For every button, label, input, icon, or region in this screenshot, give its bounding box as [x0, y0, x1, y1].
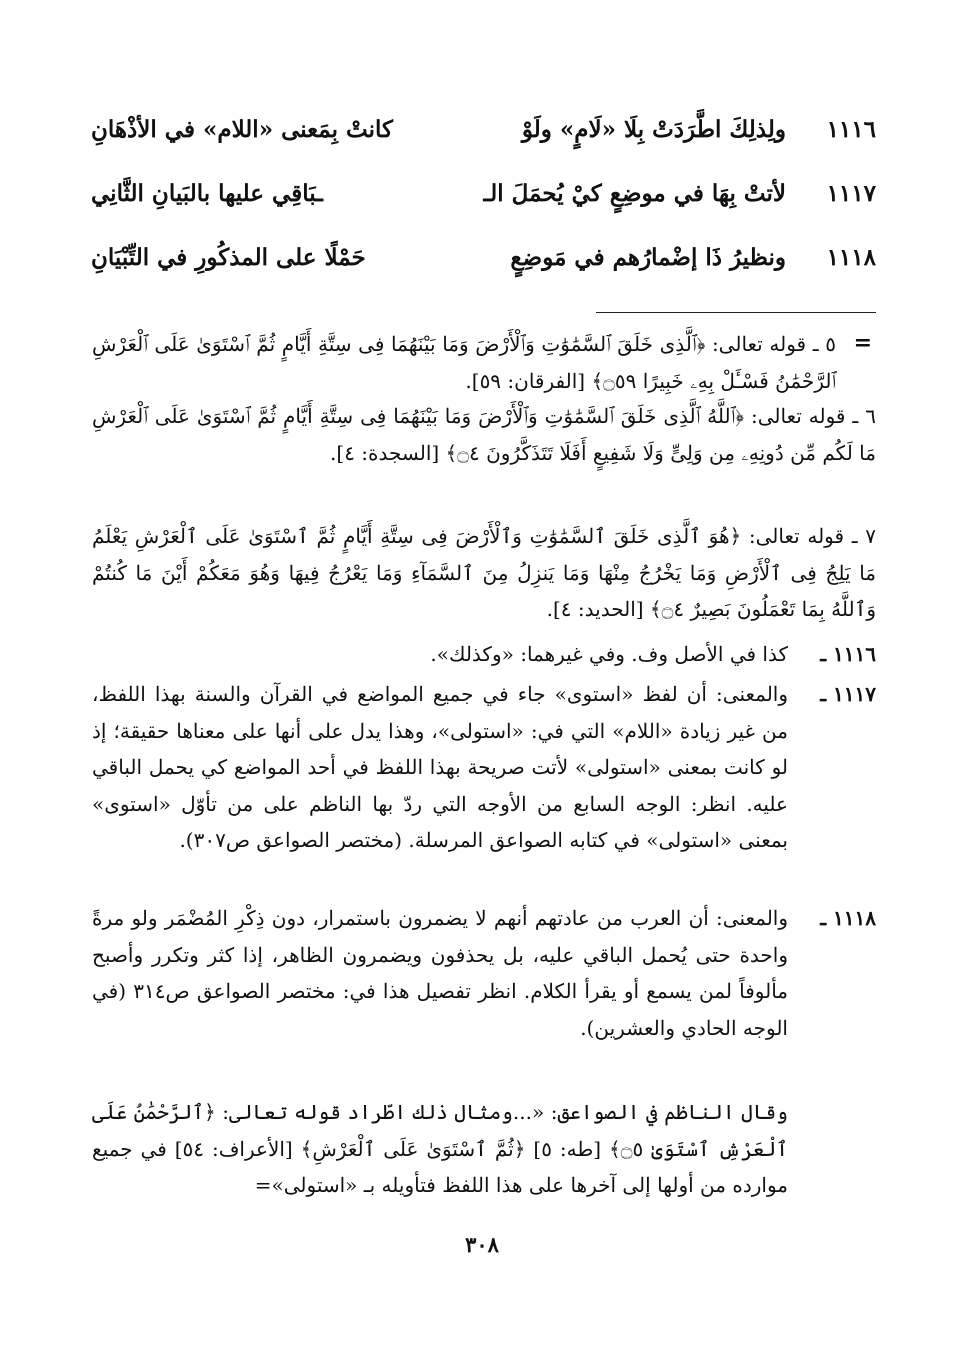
verse-second-hemistich: كانتْ بِمَعنى «اللام» في الأذْهَانِ: [91, 116, 393, 143]
verse-second-hemistich: ـبَاقِي عليها بالبَيانِ الثَّانِي: [91, 180, 323, 207]
footnote-1118-continuation: [92, 1094, 788, 1204]
footnote-item-7: [92, 518, 876, 628]
verse-1117: [91, 164, 876, 224]
footnote-text: ٥ ـ قوله تعالى: ﴿ٱلَّذِى خَلَقَ ٱلسَّمَٰوَٰتِ وَٱلْأَرْضَ وَمَا بَيْنَهُمَا فِى سِتَّةِ أَيَّامٍ ثُمَّ ٱسْتَوَىٰ عَلَى ٱلْعَرْشِ ٱلرَّحْمَٰنُ فَسْـَٔلْ بِهِۦ خَبِيرًا ۝٥٩﴾ [الفرقان: ٥٩].: [92, 332, 836, 393]
verse-first-hemistich: لأتتْ بِهَا في موضِعٍ كيْ يُحمَلَ الـ: [483, 180, 786, 207]
footnote-1116: [92, 636, 876, 673]
footnote-text: كذا في الأصل وف. وفي غيرهما: «وكذلك».: [430, 642, 788, 666]
footnote-divider: [596, 312, 876, 313]
footnote-text: وقال الناظم في الصواعق: «...ومثال ذلك اطّراد قوله تعالى: ﴿ٱلرَّحْمَٰنُ عَلَى ٱلْعَرْشِ ٱسْتَوَىٰ ۝٥﴾ [طه: ٥] ﴿ثُمَّ ٱسْتَوَىٰ عَلَى ٱلْعَرْشِ﴾ [الأعراف: ٥٤] في جميع موارده من أولها إلى آخرها على هذا اللفظ فتأويله بـ «استولى»=: [92, 1100, 788, 1197]
verse-number: ١١١٧: [826, 180, 876, 207]
verse-1118: [91, 228, 876, 288]
footnote-label: ١١١٧ ـ: [820, 682, 876, 706]
footnote-1118: [92, 900, 876, 1046]
verse-first-hemistich: ولِذلِكَ اطَّرَدَتْ بِلَا «لَامٍ» ولَوْ: [521, 116, 786, 143]
verse-number: ١١١٦: [826, 116, 876, 143]
footnote-text: والمعنى: أن لفظ «استوى» جاء في جميع المواضع في القرآن والسنة بهذا اللفظ، من غير زيادة «اللام» التي في: «استولى»، وهذا يدل على أنها على معناها حقيقة؛ إذ لو كانت بمعنى «استولى» لأتت صريحة بهذا اللفظ في أحد المواضع كي يحمل الباقي عليه. انظر: الوجه السابع من الأوجه التي ردّ بها الناظم على من تأوّل «استوى» بمعنى «استولى» في كتابه الصواعق المرسلة. (مختصر الصواعق ص٣٠٧).: [92, 682, 788, 852]
footnote-text: والمعنى: أن العرب من عادتهم أنهم لا يضمرون باستمرار، دون ذِكْرِ المُضْمَر ولو مرةً واحدة حتى يُحمل الباقي عليه، بل يحذفون ويضمرون الظاهر، إذا كثر وتكرر وأصبح مألوفاً لمن يسمع أو يقرأ الكلام. انظر تفصيل هذا في: مختصر الصواعق ص٣١٤ (في الوجه الحادي والعشرين).: [92, 906, 789, 1040]
footnote-text: ٧ ـ قوله تعالى: ﴿هُوَ ٱلَّذِى خَلَقَ ٱلسَّمَٰوَٰتِ وَٱلْأَرْضَ فِى سِتَّةِ أَيَّامٍ ثُمَّ ٱسْتَوَىٰ عَلَى ٱلْعَرْشِ يَعْلَمُ مَا يَلِجُ فِى ٱلْأَرْضِ وَمَا يَخْرُجُ مِنْهَا وَمَا يَنزِلُ مِنَ ٱلسَّمَآءِ وَمَا يَعْرُجُ فِيهَا وَهُوَ مَعَكُمْ أَيْنَ مَا كُنتُمْ وَٱللَّهُ بِمَا تَعْمَلُونَ بَصِيرٌ ۝٤﴾ [الحديد: ٤].: [92, 524, 876, 621]
footnote-item-6: [92, 398, 876, 471]
footnote-1117: [92, 676, 876, 859]
page-number: ٣٠٨: [465, 1232, 499, 1257]
verse-number: ١١١٨: [826, 244, 876, 271]
continuation-mark: =: [853, 330, 872, 356]
footnote-item-5: [92, 326, 836, 399]
footnote-label: ١١١٨ ـ: [820, 906, 876, 930]
footnote-label: ١١١٦ ـ: [820, 642, 876, 666]
verse-first-hemistich: ونظيرُ ذَا إضْمارُهم في مَوضِعٍ: [510, 244, 786, 271]
footnote-text: ٦ ـ قوله تعالى: ﴿ٱللَّهُ ٱلَّذِى خَلَقَ ٱلسَّمَٰوَٰتِ وَٱلْأَرْضَ وَمَا بَيْنَهُمَا فِى سِتَّةِ أَيَّامٍ ثُمَّ ٱسْتَوَىٰ عَلَى ٱلْعَرْشِ مَا لَكُم مِّن دُونِهِۦ مِن وَلِىٍّ وَلَا شَفِيعٍ أَفَلَا تَتَذَكَّرُونَ ۝٤﴾ [السجدة: ٤].: [92, 404, 876, 465]
verse-1116: [91, 100, 876, 160]
verse-second-hemistich: حَمْلًا على المذكُورِ في التِّبْيَانِ: [91, 244, 366, 271]
